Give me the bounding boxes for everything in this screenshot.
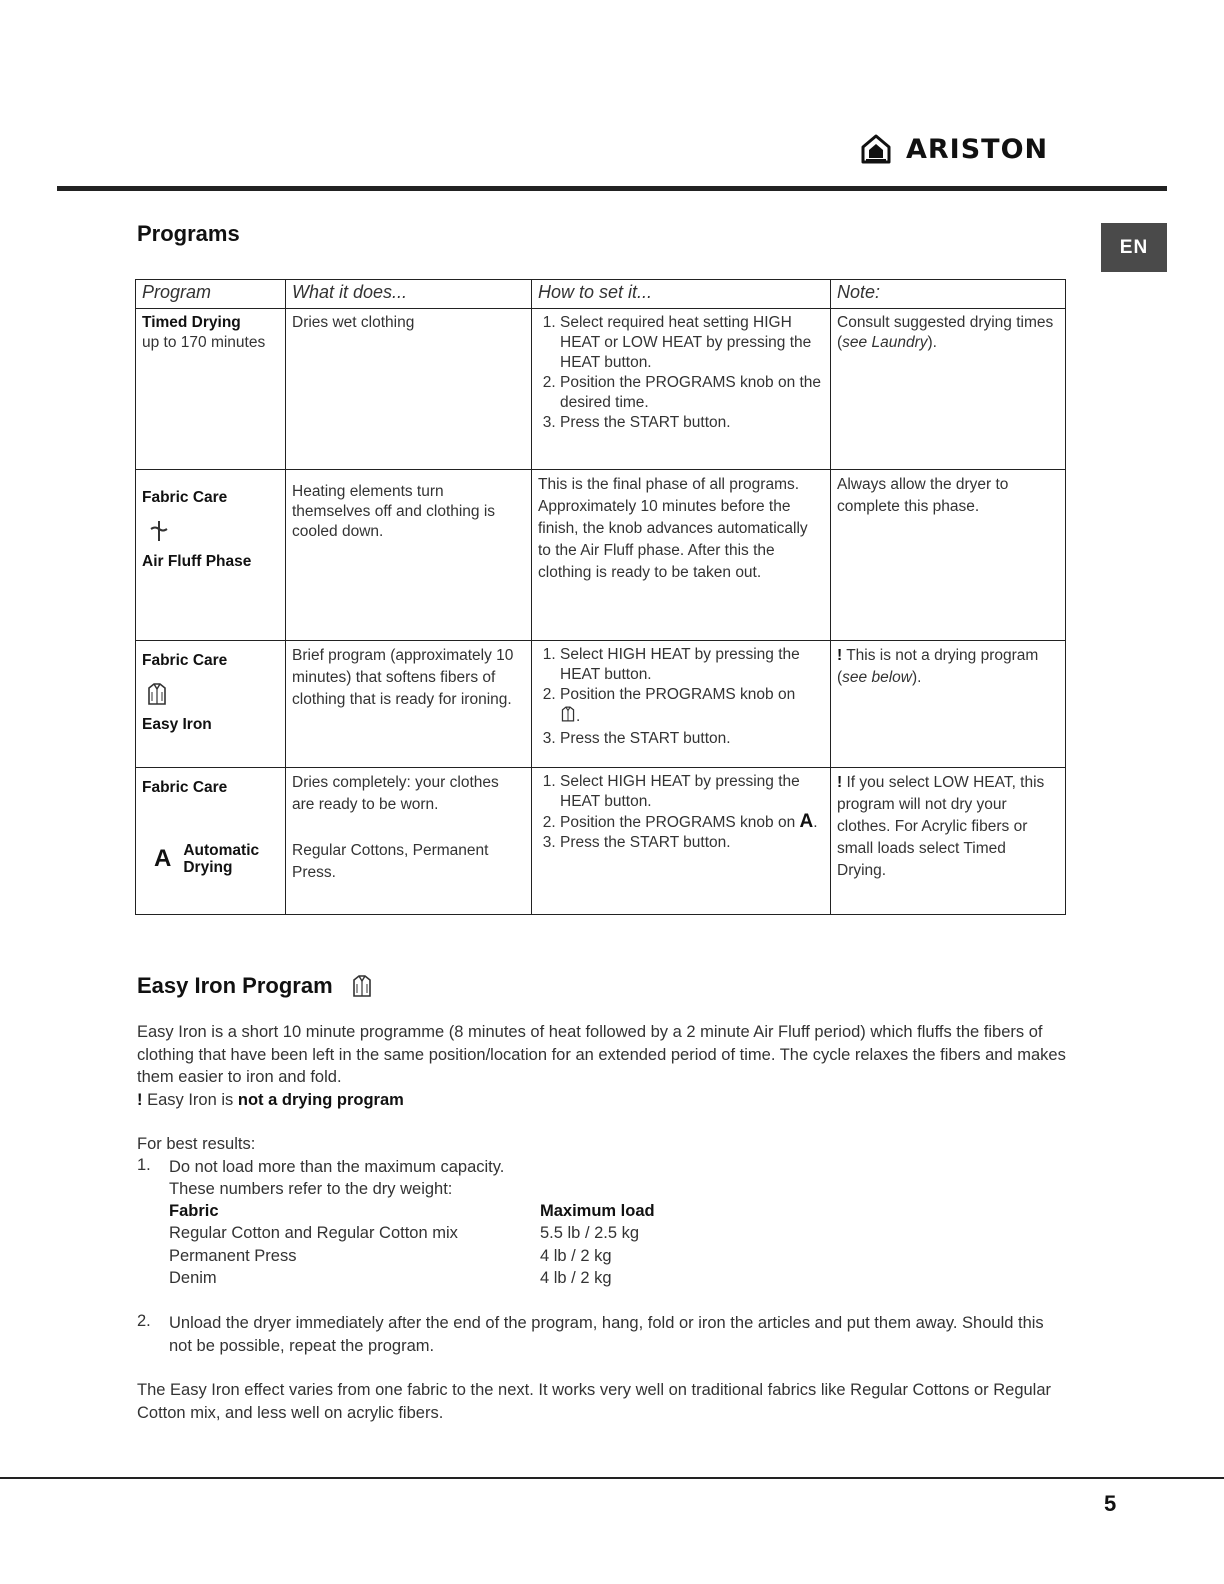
auto-line-1: Automatic (183, 842, 260, 859)
note-reference: see below (842, 669, 912, 686)
program-cell (136, 470, 286, 641)
note-reference: see Laundry (842, 334, 928, 351)
what-it-does-cell (286, 768, 532, 915)
note-suffix: ). (927, 334, 937, 351)
program-subname: Easy Iron (142, 716, 212, 733)
step-item: 3. Press the START button. (560, 833, 824, 853)
language-tab: EN (1101, 223, 1167, 272)
footer-rule (0, 1477, 1224, 1479)
note-cell (831, 641, 1066, 768)
closing-paragraph: The Easy Iron effect varies from one fabric to the next. It works very well on traditional fabrics like Regular Cottons or Regular Cotton mix, and less well on acrylic fibers. (137, 1381, 1052, 1422)
how-to-set-cell (532, 641, 831, 768)
warning-mark: ! (837, 774, 843, 791)
easy-iron-shirt-icon (351, 973, 373, 999)
program-name: Fabric Care (142, 489, 228, 506)
column-header-what-it-does: What it does... (286, 280, 532, 309)
step-text: Position the PROGRAMS knob on (560, 686, 796, 703)
table-row (169, 1245, 655, 1268)
steps-list (538, 645, 824, 749)
automatic-drying-text (183, 842, 259, 876)
warning-bold: not a drying program (237, 1091, 404, 1109)
max-load-header-row (169, 1200, 655, 1223)
steps-list (538, 772, 824, 853)
auto-line-2: Drying (183, 859, 233, 876)
step-end: . (576, 708, 581, 726)
automatic-drying-label (154, 842, 279, 876)
table-row (136, 641, 1066, 768)
best-results-label: For best results: (137, 1135, 256, 1153)
list-item: Do not load more than the maximum capacity. (169, 1158, 505, 1176)
load-cell: 4 lb / 2 kg (540, 1246, 612, 1265)
note-text: Consult suggested drying times ( (837, 314, 1054, 351)
automatic-a-icon: A (799, 811, 814, 832)
air-fluff-icon (146, 518, 279, 544)
program-name: Fabric Care (142, 779, 228, 796)
step-item: 1. Select HIGH HEAT by pressing the HEAT button. (560, 645, 824, 685)
step-item: 2. Position the PROGRAMS knob on the desired time. (560, 373, 824, 413)
step-item: 3. Press the START button. (560, 413, 824, 433)
column-header-note: Note: (831, 280, 1066, 309)
table-row (169, 1268, 655, 1291)
load-cell: 5.5 lb / 2.5 kg (540, 1224, 640, 1243)
max-load-table (169, 1200, 655, 1290)
warning-text: Easy Iron is (142, 1091, 238, 1109)
how-to-set-cell (532, 768, 831, 915)
steps-list (538, 313, 824, 433)
program-cell (136, 309, 286, 470)
step-item: 1. Select HIGH HEAT by pressing the HEAT button. (560, 772, 824, 812)
how-to-set-cell (532, 309, 831, 470)
easy-iron-warning (137, 1089, 1067, 1112)
brand-name: ARISTON (906, 133, 1049, 165)
page-number: 5 (1104, 1491, 1117, 1516)
note-cell: Always allow the dryer to complete this phase. (831, 470, 1066, 641)
list-item: Unload the dryer immediately after the end of the program, hang, fold or iron the articles and put them away. Should this not be possible, repeat the program. (169, 1314, 1044, 1355)
fabric-cell: Permanent Press (169, 1246, 297, 1265)
table-row (136, 309, 1066, 470)
list-number: 1. (137, 1156, 151, 1174)
warning-mark: ! (837, 647, 843, 664)
program-cell (136, 768, 286, 915)
easy-iron-shirt-icon (146, 681, 279, 707)
list-item-detail: These numbers refer to the dry weight: (169, 1180, 453, 1198)
program-subname: Air Fluff Phase (142, 553, 252, 570)
column-header-how-to-set: How to set it... (532, 280, 831, 309)
ariston-house-logo-icon (860, 133, 892, 165)
automatic-a-icon: A (154, 845, 172, 872)
program-name: Fabric Care (142, 652, 228, 669)
program-subtitle: up to 170 minutes (142, 334, 266, 351)
step-item: 3. Press the START button. (560, 729, 824, 749)
easy-iron-intro: Easy Iron is a short 10 minute programme (8 minutes of heat followed by a 2 minute Air Fluff period) which fluffs the fibers of clothing that have been left in the same position/location for an extended period of time. The cycle relaxes the fibers and makes them easier to iron and fold. (137, 1023, 1066, 1086)
what-it-does-cell: Brief program (approximately 10 minutes) that softens fibers of clothing that is ready for ironing. (286, 641, 532, 768)
step-text: Position the PROGRAMS knob on (560, 814, 796, 831)
step-item (560, 812, 824, 833)
programs-table (135, 279, 1066, 915)
header-rule (57, 186, 1167, 191)
easy-iron-shirt-icon (560, 705, 576, 729)
easy-iron-title (137, 973, 373, 999)
does-fabrics: Regular Cottons, Permanent Press. (292, 842, 489, 881)
fabric-cell: Regular Cotton and Regular Cotton mix (169, 1224, 458, 1243)
note-cell (831, 768, 1066, 915)
programs-title: Programs (137, 221, 240, 246)
load-cell: 4 lb / 2 kg (540, 1269, 612, 1288)
note-cell (831, 309, 1066, 470)
column-header-fabric: Fabric (169, 1201, 219, 1220)
note-text: This is not a drying program ( (837, 647, 1039, 686)
list-number: 2. (137, 1312, 151, 1330)
note-suffix: ). (911, 669, 922, 686)
program-name: Timed Drying (142, 314, 241, 331)
column-header-program: Program (136, 280, 286, 309)
programs-header-row (136, 280, 1066, 309)
step-item: 1. Select required heat setting HIGH HEAT or LOW HEAT by pressing the HEAT button. (560, 313, 824, 373)
what-it-does-cell: Dries wet clothing (286, 309, 532, 470)
table-row (136, 470, 1066, 641)
program-cell (136, 641, 286, 768)
table-row (169, 1223, 655, 1246)
fabric-cell: Denim (169, 1269, 217, 1288)
table-row (136, 768, 1066, 915)
step-end: . (813, 814, 818, 831)
does-text: Dries completely: your clothes are ready to be worn. (292, 774, 499, 813)
easy-iron-title-text: Easy Iron Program (137, 973, 333, 998)
warning-mark: ! (137, 1091, 143, 1109)
brand (860, 132, 1048, 166)
step-item (560, 685, 824, 729)
column-header-max-load: Maximum load (540, 1201, 655, 1220)
how-to-set-cell: This is the final phase of all programs. Approximately 10 minutes before the finish, the knob advances automatically to the Air Fluff phase. After this the clothing is ready to be taken out. (532, 470, 831, 641)
what-it-does-cell: Heating elements turn themselves off and clothing is cooled down. (286, 470, 532, 641)
note-text: If you select LOW HEAT, this program will not dry your clothes. For Acrylic fibers or small loads select Timed Drying. (837, 774, 1045, 879)
